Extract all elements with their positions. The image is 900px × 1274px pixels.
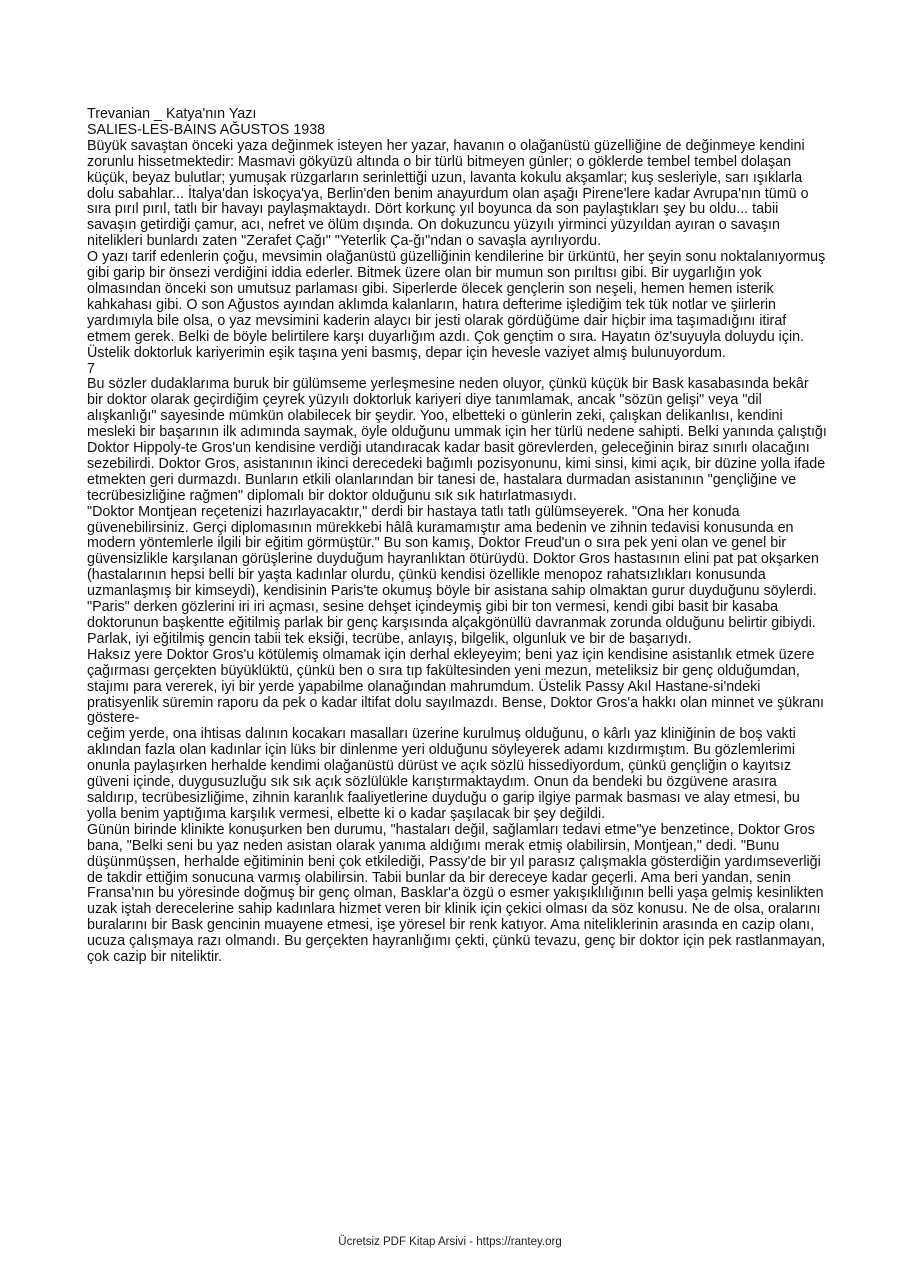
page-footer: Ücretsiz PDF Kitap Arsivi - https://rantey.org	[338, 1236, 562, 1248]
paragraph: Büyük savaştan önceki yaza değinmek isteyen her yazar, havanın o olağanüstü güzelliğine de değinmeye kendini zorunlu hissetmektedir: Masmavi gökyüzü altında o bir türlü bitmeyen günler; o göklerde tembel tembel dolaşan küçük, beyaz bulutlar; yumuşak rüzgarların serinlettiği uzun, lavanta kokulu akşamlar; kuş sesleriyle, sarı ışıklarla dolu sabahlar... İtalya'dan İskoçya'ya, Berlin'den benim anayurdum olan aşağı Pirene'lere kadar Avrupa'nın tümü o sıra pırıl pırıl, tatlı bir havayı paylaşmaktaydı. Dört korkunç yıl boyunca da son paylaştıkları şey bu oldu... tabii savaşın getirdiği çamur, acı, nefret ve ölüm dışında. On dokuzuncu yüzyılı yirminci yüzyıldan ayıran o savaşın nitelikleri bunlardı zaten "Zerafet Çağı" "Yeterlik Ça-ğı"ndan o savaşla ayrılıyordu.	[87, 137, 809, 250]
header-line: Trevanian _ Katya'nın Yazı	[87, 106, 257, 122]
place-date-line: SALIES-LES-BAINS AĞUSTOS 1938	[87, 121, 326, 138]
paragraph: "Doktor Montjean reçetenizi hazırlayacaktır," derdi bir hastaya tatlı tatlı gülümseyerek. "Ona her konuda güvenebilirsiniz. Gerçi diplomasının mürekkebi hâlâ kuramamıştır ama bedenin ve zihnin tedavisi konusunda en modern yöntemlerle ilgili bir eğitim görmüştür." Bu son kamış, Doktor Freud'un o sıra pek yeni olan ve genel bir güvensizlikle karşılanan görüşlerine duyduğum hayranlıktan ötürüydü. Doktor Gros hastasının elini pat pat okşarken (hastalarının hepsi belli bir yaşta kadınlar olurdu, çünkü kendisi özellikle menopoz rahatsızlıkları konusunda uzmanlaşmış bir kimseydi), kendisinin Paris'te okumuş böyle bir asistana sahip olmaktan gurur duyduğunu söylerdi. "Paris" derken gözlerini iri iri açması, sesine dehşet içindeymiş gibi bir ton vermesi, kendi gibi basit bir kasaba doktorunun başkentte eğitilmiş parlak bir genç karşısında alçakgönüllü davranmak zorunda olduğunu belirtir gibiydi. Parlak, iyi eğitilmiş gencin tabii tek eksiği, tecrübe, anlayış, bilgelik, olgunluk ve bir de başarıydı.	[87, 503, 819, 647]
paragraph: Bu sözler dudaklarıma buruk bir gülümseme yerleşmesine neden oluyor, çünkü küçük bir Bask kasabasında bekâr bir doktor olarak geçirdiğim çeyrek yüzyılı doktorluk kariyeri diye tanımlamak, ancak "sözün gelişi" veya "dil alışkanlığı" sayesinde mümkün olabilecek bir şeydir. Yoo, elbetteki o günlerin zeki, çalışkan delikanlısı, kendini mesleki bir başarının ilk adımında saymak, öyle olduğunu ummak için her türlü nedene sahipti. Belki yanında çalıştığı Doktor Hippoly-te Gros'un kendisine verdiği utandıracak kadar basit görevlerden, geleceğinin biraz sınırlı olacağını sezebilirdi. Doktor Gros, asistanının ikinci derecedeki bağımlı pozisyonunu, kimi sinsi, kimi açık, bir düzine yolla ifade etmekten geri durmazdı. Bunların etkili olanlarından bir tanesi de, hastalara durmadan asistanının "gençliğine ve tecrübesizliğine rağmen" diplomalı bir doktor olduğunu sık sık hatırlatmasıydı.	[87, 376, 827, 504]
document-body	[87, 107, 827, 966]
paragraph: Günün birinde klinikte konuşurken ben durumu, "hastaları değil, sağlamları tedavi etme"ye benzetince, Doktor Gros bana, "Belki seni bu yaz neden asistan olarak yanıma aldığımı merak etmiş olabilirsin, Montjean," dedi. "Bunu düşünmüşsen, herhalde eğitiminin beni çok etkilediği, Passy'de bir yıl parasız çalışmakla gösterdiğin yardımseverliği de takdir ettiğim sonucuna varmış olabilirsin. Tabii bunlar da bir dereceye kadar geçerli. Ama beri yandan, senin Fransa'nın bu yöresinde doğmuş bir genç olman, Basklar'a özgü o esmer yakışıklılığının belli yaşa gelmiş kesinlikten uzak iştah derecelerine sahip kadınlara hizmet veren bir klinik için çekici olması da söz konusu. Ne de olsa, oralarını buralarını bir Bask gencinin muayene etmesi, işe yöresel bir renk katıyor. Ama niteliklerinin arasında en cazip olanı, ucuza çalışmaya razı olmandı. Bu gerçekten hayranlığımı çekti, çünkü tevazu, genç bir doktor için pek rastlanmayan, çok cazip bir niteliktir.	[87, 821, 826, 966]
paragraph: O yazı tarif edenlerin çoğu, mevsimin olağanüstü güzelliğinin kendilerine bir ürküntü, her şeyin sonu noktalanıyormuş gibi garip bir önsezi verdiğini iddia ederler. Bitmek üzere olan bir mumun son pırıltısı gibi. Bir uygarlığın yok olmasından önceki son umutsuz parlaması gibi. Siperlerde ölecek gençlerin son neşeli, hemen hemen isterik kahkahası gibi. O son Ağustos ayından aklımda kalanların, hatıra defterime işlediğim tek tük notlar ve şiirlerin yardımıyla bile olsa, o yaz mevsimini kaderin alaycı bir jesti olarak gördüğüme dair hiçbir ima taşımadığını itiraf etmem gerek. Belki de böyle belirtilere karşı duyarlığım azdı. Çok gençtim o sıra. Hayatın öz'suyuyla doluydu için. Üstelik doktorluk kariyerimin eşik taşına yeni basmış, depar için hevesle vaziyet almış bulunuyordum.	[87, 249, 826, 361]
paragraph: ceğim yerde, ona ihtisas dalının kocakarı masalları üzerine kurulmuş olduğunu, o kârlı yaz kliniğinin de boş vakti aklından fazla olan kadınlar için lüks bir dinlenme yeri olduğunu söyleyerek adamı kızdırmıştım. Bu gözlemlerimi onunla paylaşırken herhalde kendimi olağanüstü dürüst ve açık sözlü hissediyordum, çünkü gençliğin o kayıtsız güveni içinde, duygusuzluğu sık sık açık sözlülükle karıştırmaktaydım. Onun da bendeki bu özgüvene arasıra saldırıp, tecrübesizliğime, zihnin karanlık faaliyetlerine duyduğu o garip ilgiye parmak basması ve alay etmesi, bu yolla benim yaptığıma karşılık vermesi, elbette ki o kadar şaşılacak bir şey değildi.	[87, 726, 800, 822]
paragraph: Haksız yere Doktor Gros'u kötülemiş olmamak için derhal ekleyeyim; beni yaz için kendisine asistanlık etmek üzere çağırması gerçekten büyüklüktü, çünkü ben o sıra tıp fakültesinden yeni mezun, meteliksiz bir genç olduğumdan, stajımı para vererek, iyi bir yerde yapabilme olanağından mahrumdum. Üstelik Passy Akıl Hastane-si'ndeki pratisyenlik süremin raporu da pek o kadar iltifat dolu sayılmazdı. Bense, Doktor Gros'a hakkı olan minnet ve şükranı göstere-	[87, 646, 824, 727]
page-number: 7	[87, 360, 95, 377]
